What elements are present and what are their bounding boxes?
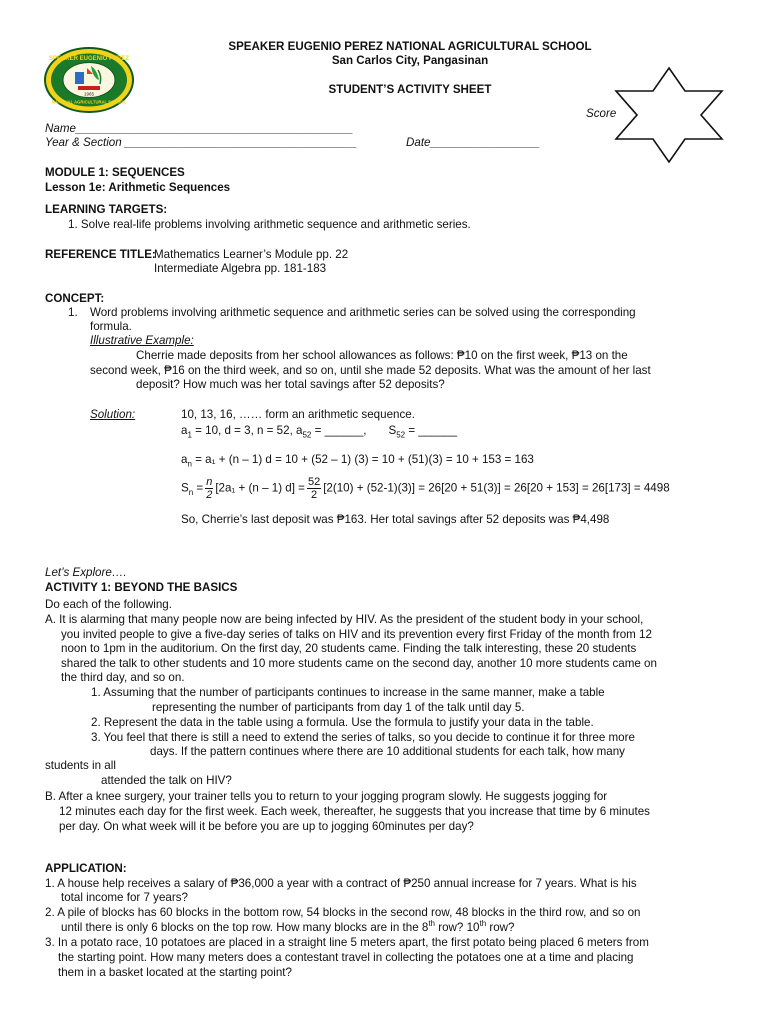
concept-heading: CONCEPT: [45,292,105,305]
illustrative-example-label: Illustrative Example: [90,334,194,347]
concept-num: 1. [68,306,78,319]
score-label: Score [586,107,617,120]
example-line-2: second week, ₱16 on the third week, and so on, until she made 52 deposits. What was the amount of her last [90,364,651,377]
example-line-1: Cherrie made deposits from her school allowances as follows: ₱10 on the first week, ₱13 on the [136,349,628,362]
application-heading: APPLICATION: [45,862,127,875]
solution-label: Solution: [90,408,136,421]
problem-a-line-5: the third day, and so on. [61,671,185,684]
concept-line-1: Word problems involving arithmetic sequence and arithmetic series can be solved using the corresponding [90,306,636,319]
question-3-line-2: days. If the pattern continues where there are 10 additional students for each talk, how many [150,745,625,758]
question-1-line-1: 1. Assuming that the number of participants continues to increase in the same manner, make a table [91,686,605,699]
solution-line-1: 10, 13, 16, …… form an arithmetic sequence. [181,408,415,421]
example-line-3: deposit? How much was her total savings after 52 deposits? [136,378,445,391]
application-3-line-1: 3. In a potato race, 10 potatoes are placed in a straight line 5 meters apart, the first potato being placed 6 meters from [45,936,649,949]
application-3-line-3: them in a basket located at the starting point? [58,966,292,979]
logo-year: 1965 [83,91,95,97]
question-3-line-3: students in all [45,759,116,772]
question-3-line-4: attended the talk on HIV? [101,774,232,787]
application-3-line-2: the starting point. How many meters does a contestant travel in collecting the potatoes one at a time and placing [58,951,634,964]
problem-a-line-4: shared the talk to other students and 10 more students came on the second day, another 10 more students came on [61,657,657,670]
question-3-line-1: 3. You feel that there is still a need to extend the series of talks, so you decide to continue it for three more [91,731,635,744]
logo-ring-text-bottom: NATIONAL AGRICULTURAL SCHOOL [51,99,127,105]
school-name: SPEAKER EUGENIO PEREZ NATIONAL AGRICULTURAL SCHOOL [228,40,592,53]
score-star-box [612,65,726,165]
application-2-line-1: 2. A pile of blocks has 60 blocks in the bottom row, 54 blocks in the second row, 48 blocks in the third row, and so on [45,906,641,919]
problem-a-line-3: noon to 1pm in the auditorium. On the first day, 20 students came. Finding the talk interesting, these 20 students [61,642,637,655]
activity-title: ACTIVITY 1: BEYOND THE BASICS [45,581,238,594]
solution-sn-formula: $S_n$ = $\frac{n}{2}$ [2a₁ + (n – 1) d] = $\frac{52}{2}$ [2(10) + (52-1)(3)] = 26[20 + 51(3)] = 26[20 + 153] = 26[173] = 4498 [181,476,670,501]
application-2-line-2: until there is only 6 blocks on the top row. How many blocks are in the 8th row? 10th row? [61,919,515,934]
solution-givens: $a_1 = 10$, d = 3, n = 52, $a_{52}$ = ______, $S_{52}$ = ______ [181,424,458,440]
reference-line-2: Intermediate Algebra pp. 181-183 [154,262,327,275]
problem-b-line-1: B. After a knee surgery, your trainer tells you to return to your jogging program slowly. He suggests jogging for [45,790,608,803]
application-1-line-2: total income for 7 years? [61,891,188,904]
school-city: San Carlos City, Pangasinan [331,54,489,67]
target-item-1: 1. Solve real-life problems involving arithmetic sequence and arithmetic series. [68,218,471,231]
year-section-field[interactable]: Year & Section ____________________________________ [45,136,358,149]
school-logo [43,46,135,114]
date-field[interactable]: Date_________________ [406,136,541,149]
solution-conclusion: So, Cherrie’s last deposit was ₱163. Her total savings after 52 deposits was ₱4,498 [181,513,610,526]
question-1-line-2: representing the number of participants from day 1 of the talk until day 5. [152,701,525,714]
solution-an-formula: $a_n = a_1 + (n - 1) d = 10 + (52 - 1) (3) = 10 + (51)(3) = 10 + 153 = 163$ [181,453,534,469]
lets-explore: Let’s Explore…. [45,566,127,579]
targets-heading: LEARNING TARGETS: [45,203,168,216]
problem-b-line-3: per day. On what week will it be before you are up to jogging 60minutes per day? [59,820,474,833]
logo-ring-text-top: SPEAKER EUGENIO PEREZ [48,56,130,62]
activity-instruction: Do each of the following. [45,598,172,611]
problem-b-line-2: 12 minutes each day for the first week. Each week, thereafter, he suggests that you increase that time by 6 minutes [59,805,650,818]
concept-line-2: formula. [90,320,132,333]
question-2: 2. Represent the data in the table using a formula. Use the formula to justify your data in the table. [91,716,594,729]
reference-heading: REFERENCE TITLE: [45,248,156,261]
application-1-line-1: 1. A house help receives a salary of ₱36,000 a year with a contract of ₱250 annual increase for 7 years. What is his [45,877,637,890]
reference-line-1: Mathematics Learner’s Module pp. 22 [154,248,349,261]
lesson-title: Lesson 1e: Arithmetic Sequences [45,181,231,194]
problem-a-line-1: A. It is alarming that many people now are being infected by HIV. As the president of the student body in your school, [45,613,644,626]
name-field[interactable]: Name___________________________________________ [45,122,354,135]
problem-a-line-2: you invited people to give a five-day series of talks on HIV and its prevention every first Friday of the month from 12 [61,628,652,641]
sheet-title: STUDENT’S ACTIVITY SHEET [328,83,492,96]
module-title: MODULE 1: SEQUENCES [45,166,185,179]
